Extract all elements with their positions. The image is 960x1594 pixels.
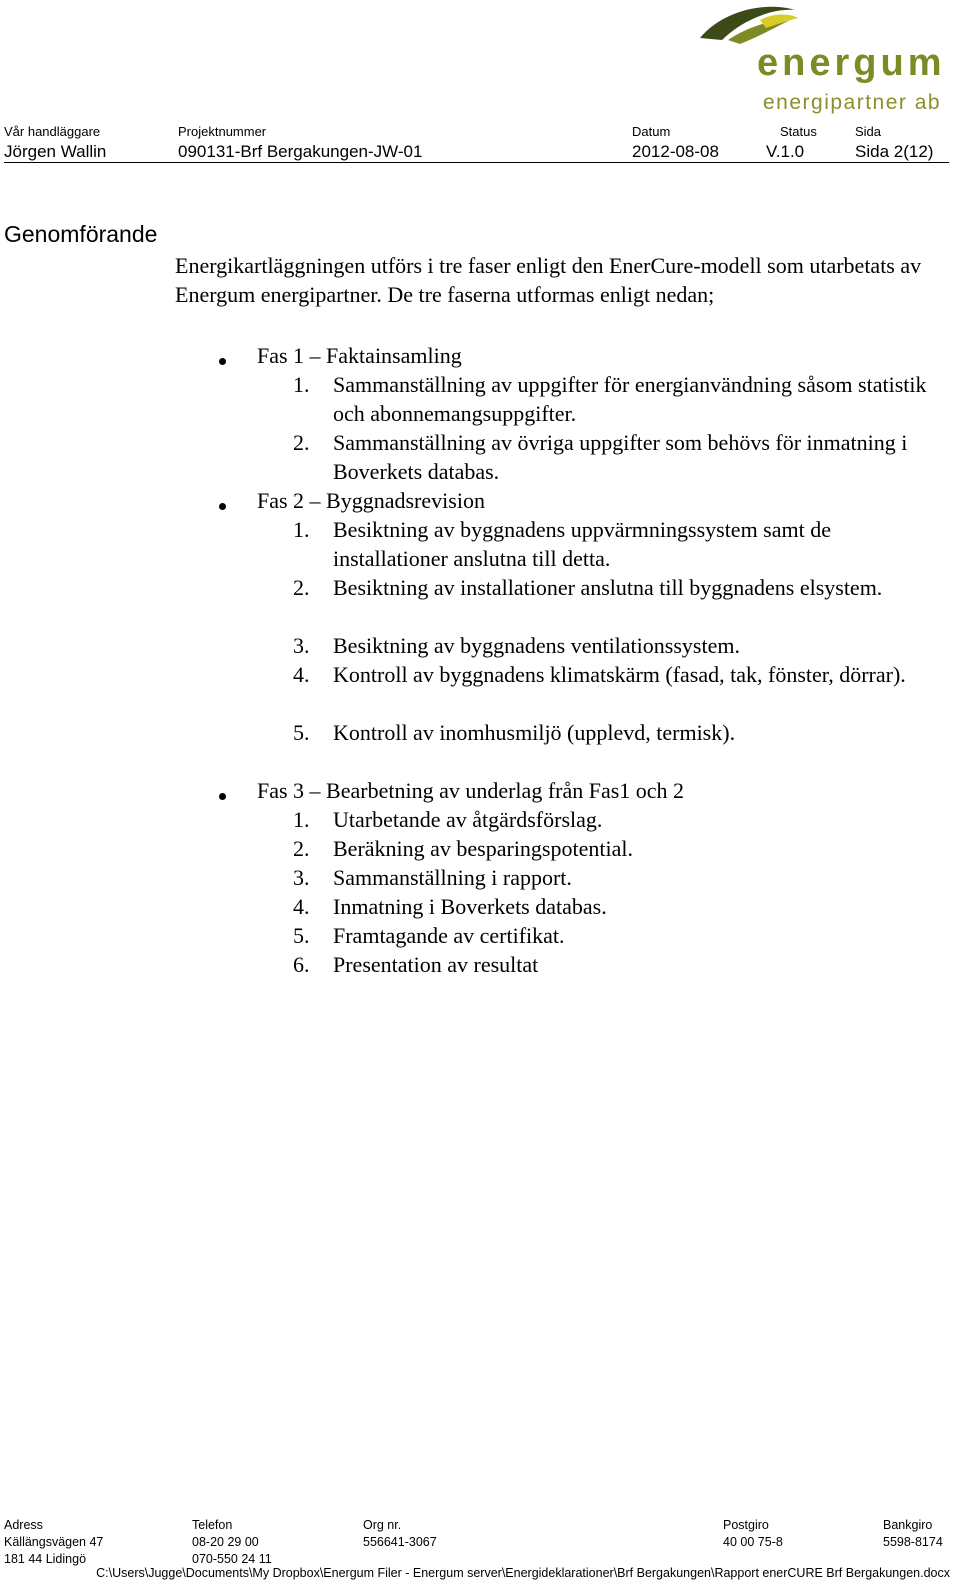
list-item: Inmatning i Boverkets databas. bbox=[333, 894, 607, 919]
footer-adress-line2: 181 44 Lidingö bbox=[4, 1552, 87, 1566]
phase-title: Fas 3 – Bearbetning av underlag från Fas1 och 2 bbox=[257, 778, 685, 803]
footer-adress-line1: Källängsvägen 47 bbox=[4, 1535, 104, 1549]
list-item: Besiktning av installationer anslutna till byggnadens elsystem. bbox=[333, 575, 883, 600]
list-item-number: 4. bbox=[293, 662, 310, 687]
list-item-number: 1. bbox=[293, 517, 310, 542]
datum-value: 2012-08-08 bbox=[632, 142, 719, 161]
footer-orgnr-label: Org nr. bbox=[363, 1518, 402, 1532]
footer-postgiro-label: Postgiro bbox=[723, 1518, 769, 1532]
projektnummer-label: Projektnummer bbox=[178, 124, 267, 139]
bullet-icon bbox=[219, 503, 226, 510]
datum-label: Datum bbox=[632, 124, 671, 139]
footer-telefon-line2: 070-550 24 11 bbox=[192, 1552, 272, 1566]
projektnummer-value: 090131-Brf Bergakungen-JW-01 bbox=[178, 142, 423, 161]
list-item-number: 2. bbox=[293, 836, 310, 861]
footer-orgnr-value: 556641-3067 bbox=[363, 1535, 437, 1549]
list-item: Sammanställning av uppgifter för energianvändning såsom statistik och abonnemangsuppgifter. bbox=[333, 372, 927, 426]
footer-adress-label: Adress bbox=[4, 1518, 43, 1532]
sida-label: Sida bbox=[855, 124, 882, 139]
list-item: Utarbetande av åtgärdsförslag. bbox=[333, 807, 603, 832]
list-item: Presentation av resultat bbox=[333, 952, 539, 977]
footer-postgiro-value: 40 00 75-8 bbox=[723, 1535, 783, 1549]
footer-bankgiro-value: 5598-8174 bbox=[883, 1535, 943, 1549]
handlaggare-label: Vår handläggare bbox=[4, 124, 101, 139]
list-item: Kontroll av inomhusmiljö (upplevd, termisk). bbox=[333, 720, 736, 745]
bullet-icon bbox=[219, 358, 226, 365]
status-value: V.1.0 bbox=[766, 142, 805, 161]
list-item: Sammanställning i rapport. bbox=[333, 865, 572, 890]
status-label: Status bbox=[780, 124, 817, 139]
intro-paragraph: Energikartläggningen utförs i tre faser enligt den EnerCure-modell som utarbetats av Energum energipartner. De tre faserna utformas enligt nedan; bbox=[175, 253, 922, 307]
handlaggare-value: Jörgen Wallin bbox=[4, 142, 107, 161]
list-item: Sammanställning av övriga uppgifter som behövs för inmatning i Boverkets databas. bbox=[333, 430, 908, 484]
section-heading: Genomförande bbox=[4, 221, 158, 247]
list-item-number: 2. bbox=[293, 430, 310, 455]
bullet-icon bbox=[219, 793, 226, 800]
logo-wordmark: energum bbox=[757, 42, 946, 84]
phase-title: Fas 1 – Faktainsamling bbox=[257, 343, 462, 368]
list-item-number: 4. bbox=[293, 894, 310, 919]
footer-bankgiro-label: Bankgiro bbox=[883, 1518, 933, 1532]
list-item: Kontroll av byggnadens klimatskärm (fasad, tak, fönster, dörrar). bbox=[333, 662, 906, 687]
list-item-number: 5. bbox=[293, 923, 310, 948]
list-item-number: 5. bbox=[293, 720, 310, 745]
list-item-number: 1. bbox=[293, 372, 310, 397]
list-item: Besiktning av byggnadens ventilationssystem. bbox=[333, 633, 740, 658]
header-divider bbox=[4, 162, 949, 163]
footer-telefon-line1: 08-20 29 00 bbox=[192, 1535, 259, 1549]
list-item: Framtagande av certifikat. bbox=[333, 923, 565, 948]
footer-file-path: C:\Users\Jugge\Documents\My Dropbox\Energum Filer - Energum server\Energideklarationer\Brf Bergakungen\Rapport enerCURE Brf Bergakungen.docx bbox=[96, 1566, 950, 1580]
list-item-number: 1. bbox=[293, 807, 310, 832]
footer-telefon-label: Telefon bbox=[192, 1518, 233, 1532]
list-item: Beräkning av besparingspotential. bbox=[333, 836, 633, 861]
list-item: Besiktning av byggnadens uppvärmningssystem samt de installationer anslutna till detta. bbox=[333, 517, 831, 571]
list-item-number: 2. bbox=[293, 575, 310, 600]
phase-title: Fas 2 – Byggnadsrevision bbox=[257, 488, 485, 513]
logo-tagline: energipartner ab bbox=[763, 91, 942, 114]
list-item-number: 6. bbox=[293, 952, 310, 977]
list-item-number: 3. bbox=[293, 865, 310, 890]
list-item-number: 3. bbox=[293, 633, 310, 658]
sida-value: Sida 2(12) bbox=[855, 142, 934, 161]
